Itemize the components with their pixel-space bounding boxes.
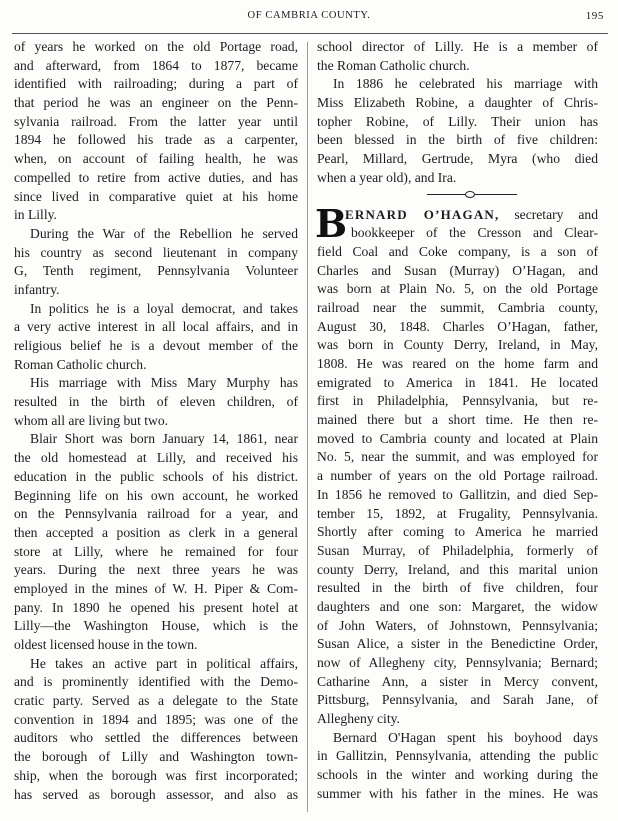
text-line: Shortly after coming to America he married <box>317 524 598 540</box>
text-line: of John Waters, of Johnstown, Pennsylvania; <box>317 617 598 633</box>
text-line: since lived in comparative quiet at his home <box>14 188 298 204</box>
text-line: railroad near the summit, Cambria county, <box>317 299 598 315</box>
column-divider <box>307 42 308 812</box>
text-line: Pearl, Millard, Gertrude, Myra (who died <box>317 151 598 167</box>
text-line: Allegheny city. <box>317 711 400 727</box>
text-line: and afterward, from 1864 to 1877, became <box>14 57 298 73</box>
text-line: was born in County Derry, Ireland, in May, <box>317 337 598 353</box>
running-title: OF CAMBRIA COUNTY. <box>247 10 371 21</box>
text-line: 1808. He was reared on the home farm and <box>317 356 598 371</box>
text-line: then accepted a position as clerk in a general <box>14 524 298 540</box>
text-line: Lilly—the Washington House, which is the <box>14 618 298 634</box>
text-line: the Roman Catholic church. <box>317 57 470 73</box>
text-line: been blessed in the birth of five children: <box>317 132 598 148</box>
biography-entry-opening <box>315 200 598 246</box>
text-line: In 1856 he removed to Gallitzin, and died Sep- <box>317 486 598 502</box>
text-line: Susan Murray, of Philadelphia, formerly of <box>317 542 598 558</box>
right-column <box>317 38 598 804</box>
text-line: was born at Plain No. 5, on the old Portage <box>317 281 598 297</box>
text-line: religious belief he is a devout member of the <box>14 338 298 353</box>
ornament-dot-icon <box>465 191 475 198</box>
text-line: tember 15, 1892, at Frugality, Pennsylvania. <box>317 505 598 521</box>
text-line: He takes an active part in political affairs, <box>30 655 298 671</box>
text-line: emigrated to America in 1841. He located <box>317 374 598 390</box>
text-line: topher Robine, of Lilly. Their union has <box>317 113 598 129</box>
text-line: now of Allegheny city, Pennsylvania; Bernard; <box>317 655 598 670</box>
opening-line-text: secretary and <box>499 206 598 222</box>
text-line: store at Lilly, where he remained for four <box>14 543 298 559</box>
text-line: August 30, 1848. Charles O’Hagan, father, <box>317 318 598 334</box>
running-header <box>0 8 618 24</box>
text-line: county Derry, Ireland, and this marital union <box>317 561 598 577</box>
text-line: a very active interest in all local affairs, and in <box>14 319 298 335</box>
text-line: school director of Lilly. He is a member of <box>317 39 598 54</box>
text-line: in Lilly. <box>14 207 57 223</box>
section-divider-ornament <box>317 188 598 206</box>
text-line: sylvania railroad. From the latter year until <box>14 113 298 129</box>
text-line: pany. In 1890 he opened his present hotel at <box>14 599 298 615</box>
text-line: Catharine Ann, a sister in Mercy convent, <box>317 673 598 689</box>
text-line: the borough of Lilly and Washington town- <box>14 749 298 765</box>
text-line: 1894 he followed his trade as a carpenter, <box>14 132 298 148</box>
text-line: Roman Catholic church. <box>14 356 147 372</box>
text-line: ship, when the borough was first incorporated; <box>14 767 298 783</box>
text-line: resulted in the birth of eleven children, of <box>14 394 298 410</box>
text-line: infantry. <box>14 281 60 297</box>
text-line: field Coal and Coke company, is a son of <box>317 243 598 259</box>
text-line: During the War of the Rebellion he served <box>30 225 298 241</box>
text-line: moved to Cambria county and located at Plain <box>317 430 598 446</box>
header-rule <box>12 33 608 34</box>
drop-cap-initial: B <box>315 200 348 246</box>
text-line: Charles and Susan (Murray) O’Hagan, and <box>317 262 598 278</box>
page-number: 195 <box>585 10 604 22</box>
text-line: in Gallitzin, Pennsylvania, attending the public <box>317 748 598 764</box>
left-column <box>14 38 298 804</box>
text-line: education in the public schools of his district. <box>14 468 298 484</box>
text-line: that period he was an engineer on the Penn- <box>14 95 298 111</box>
text-line: employed in the mines of W. H. Piper & Com- <box>14 580 298 596</box>
text-line: In 1886 he celebrated his marriage with <box>333 76 598 92</box>
text-line: and is prominently identified with the Demo- <box>14 674 298 690</box>
text-line: Bernard O'Hagan spent his boyhood days <box>333 729 598 745</box>
text-line <box>317 206 598 225</box>
text-line: daughters and one son: Margaret, the widow <box>317 598 598 614</box>
text-line: Pittsburg, Pennsylvania, and Sarah Jane, of <box>317 692 598 708</box>
text-line: In politics he is a loyal democrat, and takes <box>30 300 298 316</box>
text-line: identified with railroading; during a part of <box>14 76 298 92</box>
text-line: Susan Alice, a sister in the Benedictine Order, <box>317 636 598 652</box>
text-line: schools in the winter and working during the <box>317 767 598 783</box>
text-line: years. During the next three years he was <box>14 562 298 578</box>
text-line: a number of years on the old Portage railroad. <box>317 468 598 484</box>
text-line: G, Tenth regiment, Pennsylvania Volunteer <box>14 263 298 279</box>
text-line: compelled to retire from active duties, and has <box>14 169 298 185</box>
text-line: has served as borough assessor, and also as <box>14 786 298 802</box>
text-line: Beginning life on his own account, he worked <box>14 487 298 503</box>
biography-subject-name: ERNARD O’HAGAN, <box>345 206 500 222</box>
text-line: bookkeeper of the Cresson and Clear- <box>351 225 598 241</box>
text-line: mained there but a short time. He then re- <box>317 412 598 428</box>
text-line: Blair Short was born January 14, 1861, near <box>30 431 298 447</box>
text-line: whom all are living but two. <box>14 412 169 428</box>
text-line: convention in 1894 and 1895; was one of the <box>14 711 298 727</box>
text-line: when, on account of failing health, he was <box>14 151 298 167</box>
text-line: His marriage with Miss Mary Murphy has <box>30 375 298 391</box>
text-line: Miss Elizabeth Robine, a daughter of Chris- <box>317 95 598 111</box>
text-line: resulted in the birth of five children, four <box>317 580 598 596</box>
text-line: auditors who settled the differences between <box>14 730 298 746</box>
text-line: on the Pennsylvania railroad for a year, and <box>14 506 298 522</box>
text-line: first in Philadelphia, Pennsylvania, but re- <box>317 393 598 409</box>
text-line: cratic party. Served as a delegate to the State <box>14 693 298 709</box>
text-line: when a year old), and Ira. <box>317 169 457 185</box>
text-line: the old homestead at Lilly, and received his <box>14 450 298 466</box>
text-line: summer with his father in the mines. He was <box>317 785 598 801</box>
text-line: his country as second lieutenant in company <box>14 244 298 260</box>
text-line: No. 5, near the summit, and was employed for <box>317 449 598 465</box>
text-line: oldest licensed house in the town. <box>14 637 198 652</box>
text-line: of years he worked on the old Portage road, <box>14 39 298 54</box>
